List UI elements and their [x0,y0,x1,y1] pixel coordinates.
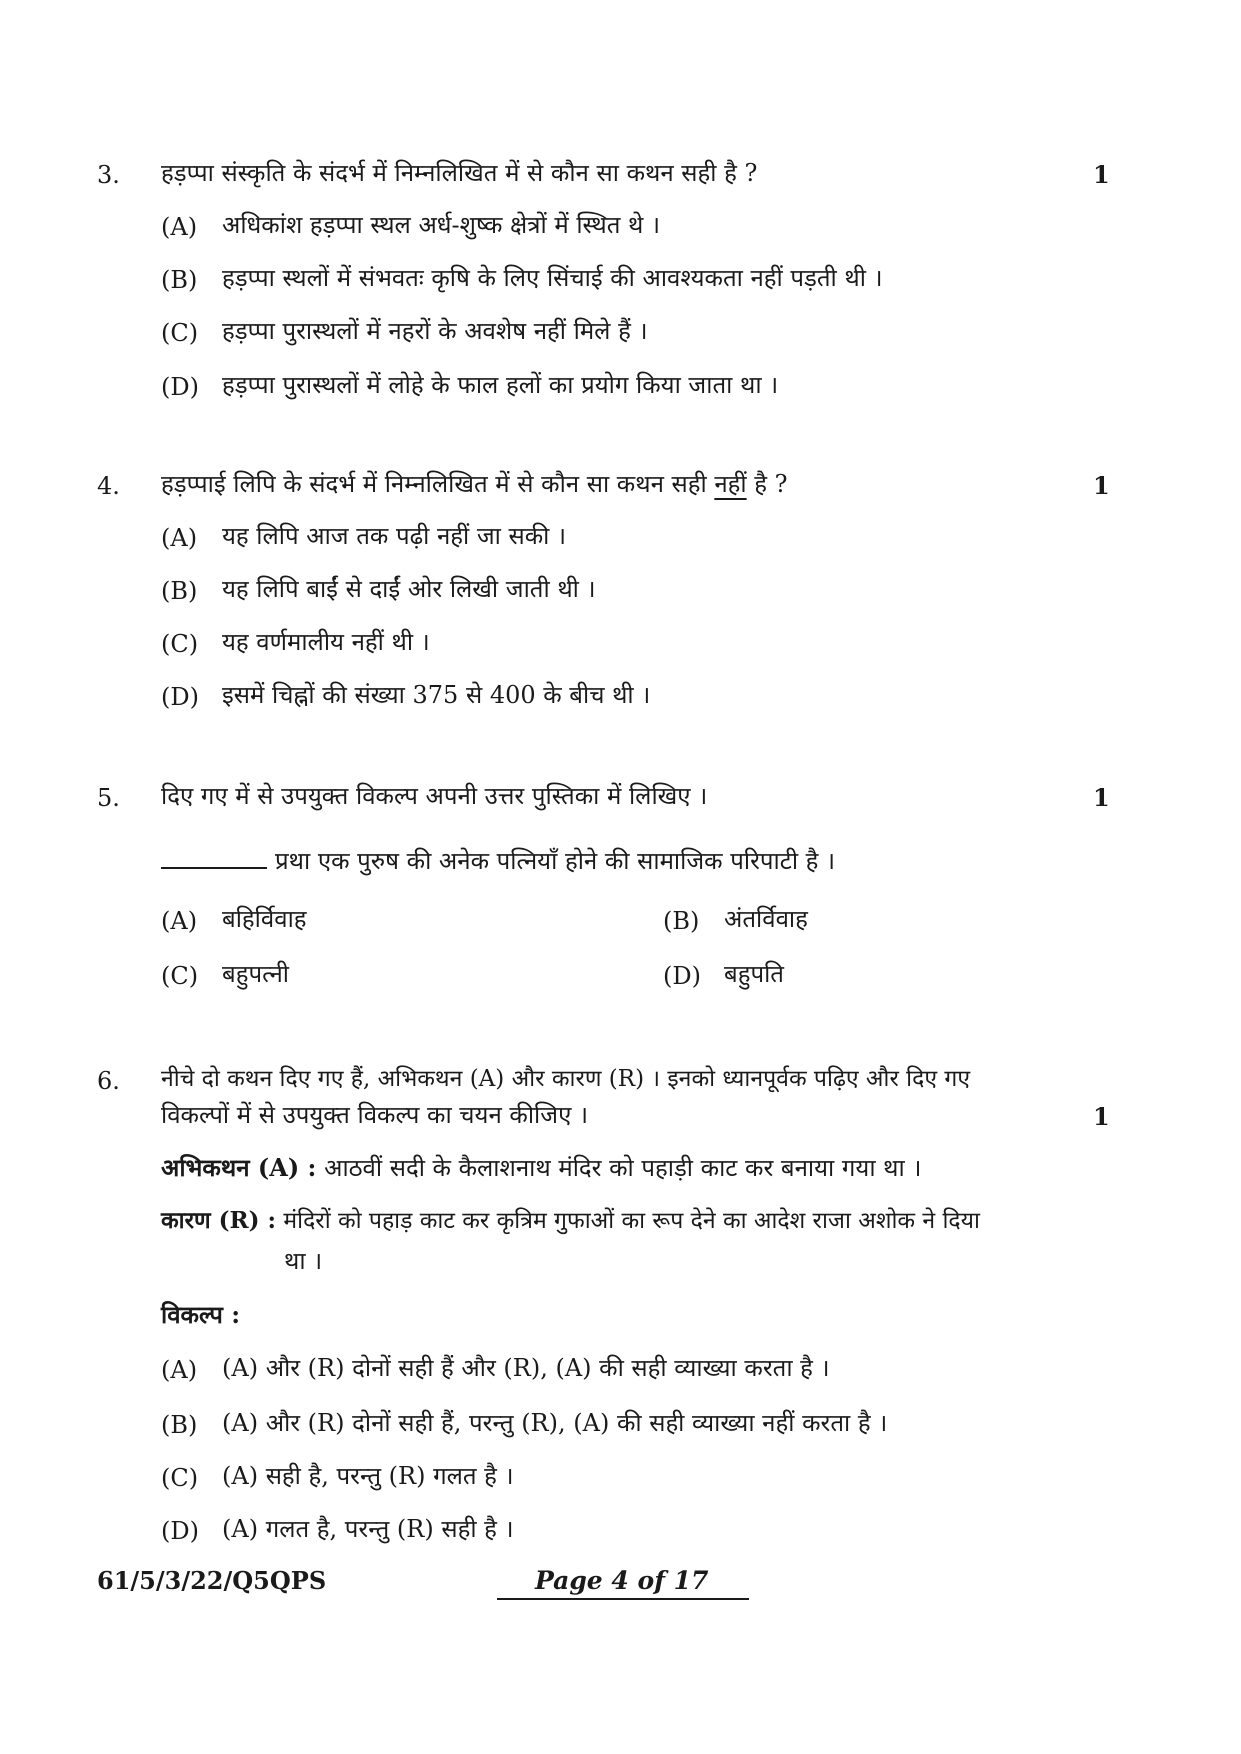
question-5-number: 5. [97,784,120,812]
q3-option-d-label: (D) [161,373,199,401]
question-4-marks: 1 [1093,471,1110,500]
q4-option-b-text: यह लिपि बाईं से दाईं ओर लिखी जाती थी । [222,575,596,603]
q3-option-a-label: (A) [161,213,198,241]
paper-code: 61/5/3/22/Q5QPS [97,1566,327,1595]
q3-option-b-label: (B) [161,266,198,294]
question-4-text [161,469,788,499]
q4-option-d-text: इसमें चिह्नों की संख्या 375 से 400 के बीच थी । [222,681,651,709]
q4-option-a-label: (A) [161,524,198,552]
q4-option-c-label: (C) [161,630,199,658]
question-4-text-not: नहीं [714,470,747,498]
question-6-text-line2: विकल्पों में से उपयुक्त विकल्प का चयन कीजिए । [161,1101,589,1129]
reason [161,1206,980,1236]
q6-option-d-text: (A) गलत है, परन्तु (R) सही है । [222,1515,514,1543]
q4-option-d-label: (D) [161,683,199,711]
question-3-text: हड़प्पा संस्कृति के संदर्भ में निम्नलिखित में से कौन सा कथन सही है ? [161,159,758,187]
question-4-text-after: है ? [754,470,788,498]
question-5-marks: 1 [1093,783,1110,812]
question-6-number: 6. [97,1067,120,1095]
footer-divider [497,1598,749,1600]
page-number: Page 4 of 17 [535,1566,709,1595]
q6-option-d-label: (D) [161,1517,199,1545]
assertion-label: अभिकथन (A) : [161,1153,317,1182]
q6-option-a-label: (A) [161,1356,198,1384]
question-3-marks: 1 [1093,160,1110,189]
q6-option-b-label: (B) [161,1411,198,1439]
assertion-text: आठवीं सदी के कैलाशनाथ मंदिर को पहाड़ी काट कर बनाया गया था । [324,1154,922,1182]
q5-option-c-label: (C) [161,962,199,990]
q5-option-b-text: अंतर्विवाह [724,905,808,933]
question-5-text: दिए गए में से उपयुक्त विकल्प अपनी उत्तर पुस्तिका में लिखिए । [161,782,708,810]
reason-text-line1: मंदिरों को पहाड़ काट कर कृत्रिम गुफाओं का रूप देने का आदेश राजा अशोक ने दिया [283,1208,980,1234]
question-4-text-before: हड़प्पाई लिपि के संदर्भ में निम्नलिखित में से कौन सा कथन सही [161,470,707,498]
question-5-statement [161,845,835,876]
q4-option-c-text: यह वर्णमालीय नहीं थी । [222,628,430,656]
question-6-marks: 1 [1093,1102,1110,1131]
q4-option-a-text: यह लिपि आज तक पढ़ी नहीं जा सकी । [222,522,567,550]
question-3-number: 3. [97,161,120,189]
q3-option-b-text: हड़प्पा स्थलों में संभवतः कृषि के लिए सिंचाई की आवश्यकता नहीं पड़ती थी । [222,264,883,292]
reason-text-line2: था । [284,1247,323,1275]
q6-option-b-text: (A) और (R) दोनों सही हैं, परन्तु (R), (A) की सही व्याख्या नहीं करता है । [222,1409,888,1437]
q6-option-a-text: (A) और (R) दोनों सही हैं और (R), (A) की सही व्याख्या करता है । [222,1354,830,1382]
question-4-number: 4. [97,472,120,500]
q5-option-d-text: बहुपति [724,960,784,988]
q5-option-a-label: (A) [161,907,198,935]
fill-in-blank [161,845,267,869]
q5-option-a-text: बहिर्विवाह [222,905,307,933]
q5-option-c-text: बहुपत्नी [222,960,289,988]
q3-option-d-text: हड़प्पा पुरास्थलों में लोहे के फाल हलों का प्रयोग किया जाता था । [222,371,779,399]
question-6-text-line1: नीचे दो कथन दिए गए हैं, अभिकथन (A) और कारण (R) । इनको ध्यानपूर्वक पढ़िए और दिए गए [161,1066,971,1092]
q6-option-c-text: (A) सही है, परन्तु (R) गलत है । [222,1462,514,1490]
q3-option-c-text: हड़प्पा पुरास्थलों में नहरों के अवशेष नहीं मिले हैं । [222,317,648,345]
assertion [161,1153,921,1183]
q3-option-c-label: (C) [161,319,199,347]
q5-option-d-label: (D) [663,962,701,990]
q3-option-a-text: अधिकांश हड़प्पा स्थल अर्ध-शुष्क क्षेत्रों में स्थित थे । [222,211,661,239]
reason-label: कारण (R) : [161,1207,277,1234]
question-5-statement-text: प्रथा एक पुरुष की अनेक पत्नियाँ होने की सामाजिक परिपाटी है । [275,847,836,875]
options-heading: विकल्प : [161,1300,241,1329]
q5-option-b-label: (B) [663,907,700,935]
q6-option-c-label: (C) [161,1464,199,1492]
q4-option-b-label: (B) [161,577,198,605]
